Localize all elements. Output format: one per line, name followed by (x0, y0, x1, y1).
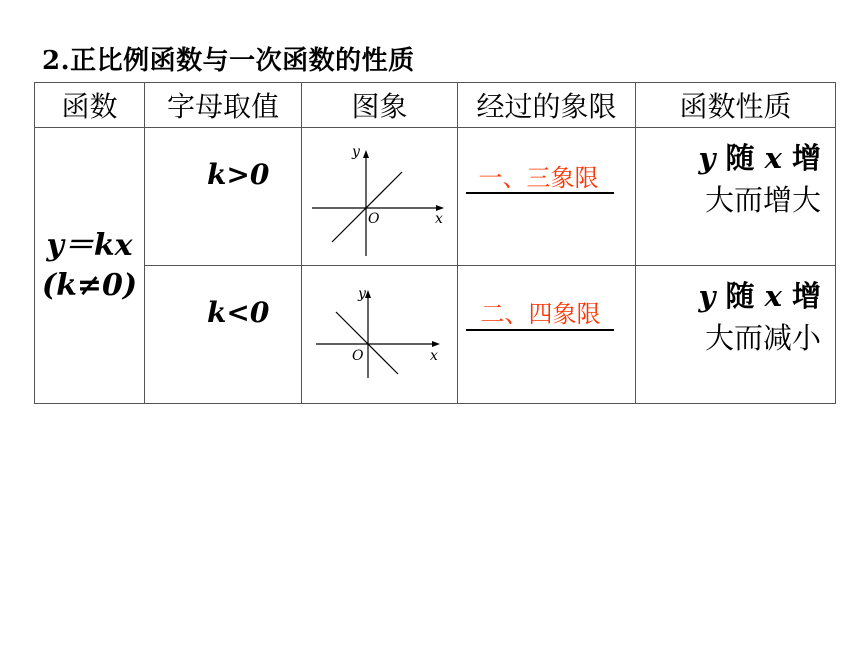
k-condition-cell (145, 128, 302, 266)
section-title: 2.正比例函数与一次函数的性质 (42, 46, 415, 76)
property-mid: 随 (715, 279, 765, 313)
var-y: y (698, 279, 716, 313)
header-letter-value: 字母取值 (145, 83, 302, 128)
property-cell (636, 266, 836, 404)
property-cell (636, 128, 836, 266)
k-condition: k<0 (207, 296, 270, 329)
graph-cell (302, 266, 458, 404)
x-axis-arrow (432, 341, 440, 347)
quadrant-answer: 二、四象限 (480, 300, 601, 328)
function-line (336, 312, 398, 374)
y-label: y (352, 144, 360, 160)
y-label: y (358, 286, 366, 302)
header-quadrants: 经过的象限 (458, 83, 636, 128)
header-graph: 图象 (302, 83, 458, 128)
y-axis-arrow (363, 150, 369, 158)
function-cell (35, 128, 145, 404)
quadrant-cell (458, 266, 636, 404)
var-x: x (764, 279, 782, 313)
k-condition-cell (145, 266, 302, 404)
origin-label: O (368, 211, 380, 227)
header-properties: 函数性质 (636, 83, 836, 128)
property-mid: 随 (715, 141, 765, 175)
property-line2: 大而增大 (704, 183, 821, 217)
function-line (332, 172, 402, 242)
var-y: y (698, 141, 716, 175)
quadrant-cell (458, 128, 636, 266)
x-label: x (430, 348, 438, 364)
property-end: 增 (781, 279, 821, 313)
function-formula: y＝kx (46, 227, 133, 263)
k-condition: k>0 (207, 158, 270, 191)
property-line1 (699, 274, 821, 315)
quadrant-answer: 一、三象限 (478, 164, 599, 192)
var-x: x (764, 141, 782, 175)
header-row (35, 83, 836, 128)
graph-cell (302, 128, 458, 266)
origin-label: O (352, 348, 364, 364)
x-label: x (435, 211, 443, 227)
property-line2: 大而减小 (704, 321, 821, 355)
graph-decreasing (302, 266, 458, 399)
function-condition: (k≠0) (41, 267, 138, 303)
table-row (35, 266, 836, 404)
table-row (35, 128, 836, 266)
answer-underline (466, 192, 614, 194)
property-end: 增 (781, 141, 821, 175)
answer-underline (466, 329, 614, 331)
header-function: 函数 (35, 83, 145, 128)
properties-table (34, 82, 836, 404)
graph-increasing (302, 128, 458, 261)
property-line1 (699, 136, 821, 177)
